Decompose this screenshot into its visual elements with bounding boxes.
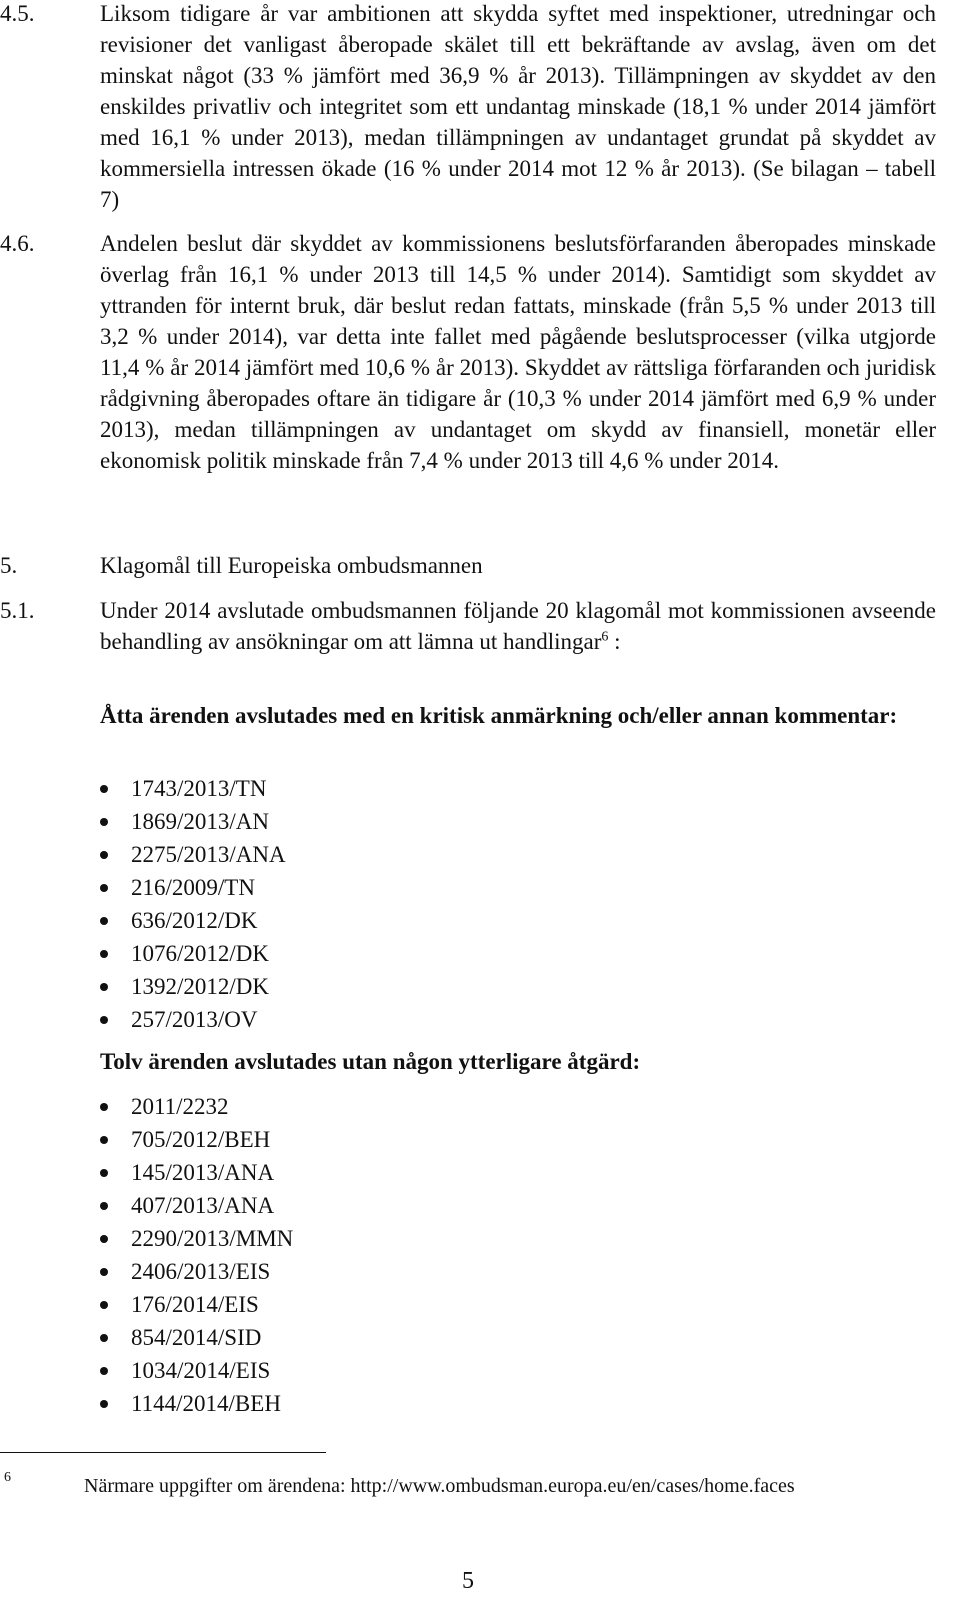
case-list-no-action [100, 1090, 293, 1420]
bullet-icon [100, 1169, 108, 1177]
list-item: 176/2014/EIS [100, 1288, 293, 1321]
bullet-icon [100, 1367, 108, 1375]
bullet-icon [100, 1202, 108, 1210]
footnote-mark: 6 [4, 1470, 11, 1485]
list-item: 1869/2013/AN [100, 805, 286, 838]
bullet-icon [100, 1016, 108, 1024]
section-number: 5. [0, 553, 18, 578]
list-item: 257/2013/OV [100, 1003, 286, 1036]
list-item: 1743/2013/TN [100, 772, 286, 805]
list-item: 145/2013/ANA [100, 1156, 293, 1189]
list-item: 705/2012/BEH [100, 1123, 293, 1156]
footnote-text: Närmare uppgifter om ärendena: http://www.ombudsman.europa.eu/en/cases/home.faces [84, 1475, 795, 1497]
list-item: 1144/2014/BEH [100, 1387, 293, 1420]
list-item: 2290/2013/MMN [100, 1222, 293, 1255]
list-item: 854/2014/SID [100, 1321, 293, 1354]
page-number: 5 [462, 1568, 474, 1594]
list-item: 2406/2013/EIS [100, 1255, 293, 1288]
list-item: 407/2013/ANA [100, 1189, 293, 1222]
paragraph-4-5 [0, 0, 936, 215]
footnote-divider [0, 1452, 326, 1453]
list-item: 1034/2014/EIS [100, 1354, 293, 1387]
paragraph-number: 4.5. [0, 1, 35, 26]
bullet-icon [100, 1301, 108, 1309]
paragraph-4-6 [0, 228, 936, 476]
group-heading-no-action: Tolv ärenden avslutades utan någon ytterligare åtgärd: [100, 1049, 641, 1074]
section-heading [0, 550, 483, 581]
bullet-icon [100, 917, 108, 925]
bullet-icon [100, 983, 108, 991]
paragraph-text: Andelen beslut där skyddet av kommissionens beslutsförfaranden åberopades minskade överlag från 16,1 % under 2013 till 14,5 % under 2014). Samtidigt som skyddet av yttranden för internt bruk, där beslut redan fattats, minskade (från 5,5 % under 2013 till 3,2 % under 2014), var detta inte fallet med pågående beslutsprocesser (vilka utgjorde 11,4 % år 2014 jämfört med 10,6 % år 2013). Skyddet av rättsliga förfaranden och juridisk rådgivning åberopades oftare än tidigare år (10,3 % under 2014 jämfört med 6,9 % under 2013), medan tillämpningen av undantaget om skydd av finansiell, monetär eller ekonomisk politik minskade från 7,4 % under 2013 till 4,6 % under 2014. [100, 231, 936, 473]
paragraph-tail: : [608, 629, 621, 654]
bullet-icon [100, 1400, 108, 1408]
bullet-icon [100, 1268, 108, 1276]
bullet-icon [100, 785, 108, 793]
bullet-icon [100, 950, 108, 958]
bullet-icon [100, 1235, 108, 1243]
bullet-icon [100, 1334, 108, 1342]
group-heading-critical: Åtta ärenden avslutades med en kritisk anmärkning och/eller annan kommentar: [100, 703, 898, 728]
case-list-critical [100, 772, 286, 1036]
list-item: 1392/2012/DK [100, 970, 286, 1003]
bullet-icon [100, 1136, 108, 1144]
list-item: 2275/2013/ANA [100, 838, 286, 871]
paragraph-body: Under 2014 avslutade ombudsmannen följande 20 klagomål mot kommissionen avseende behandling av ansökningar om att lämna ut handlingar [100, 598, 936, 654]
paragraph-number: 5.1. [0, 598, 35, 623]
bullet-icon [100, 851, 108, 859]
list-item: 2011/2232 [100, 1090, 293, 1123]
bullet-icon [100, 884, 108, 892]
paragraph-text [100, 595, 936, 657]
bullet-icon [100, 1103, 108, 1111]
footnote-reference: 6 [601, 629, 609, 645]
paragraph-5-1 [0, 595, 936, 657]
bullet-icon [100, 818, 108, 826]
paragraph-text: Liksom tidigare år var ambitionen att skydda syftet med inspektioner, utredningar och revisioner det vanligast åberopade skälet till ett bekräftande av avslag, även om det minskat något (33 % jämfört med 36,9 % år 2013). Tillämpningen av skyddet av den enskildes privatliv och integritet som ett undantag minskade (18,1 % under 2014 jämfört med 16,1 % under 2013), medan tillämpningen av undantaget grundat på skyddet av kommersiella intressen ökade (16 % under 2014 mot 12 % år 2013). (Se bilagan – tabell 7) [100, 1, 936, 212]
list-item: 216/2009/TN [100, 871, 286, 904]
list-item: 1076/2012/DK [100, 937, 286, 970]
paragraph-number: 4.6. [0, 231, 35, 256]
section-title: Klagomål till Europeiska ombudsmannen [100, 553, 483, 578]
list-item: 636/2012/DK [100, 904, 286, 937]
